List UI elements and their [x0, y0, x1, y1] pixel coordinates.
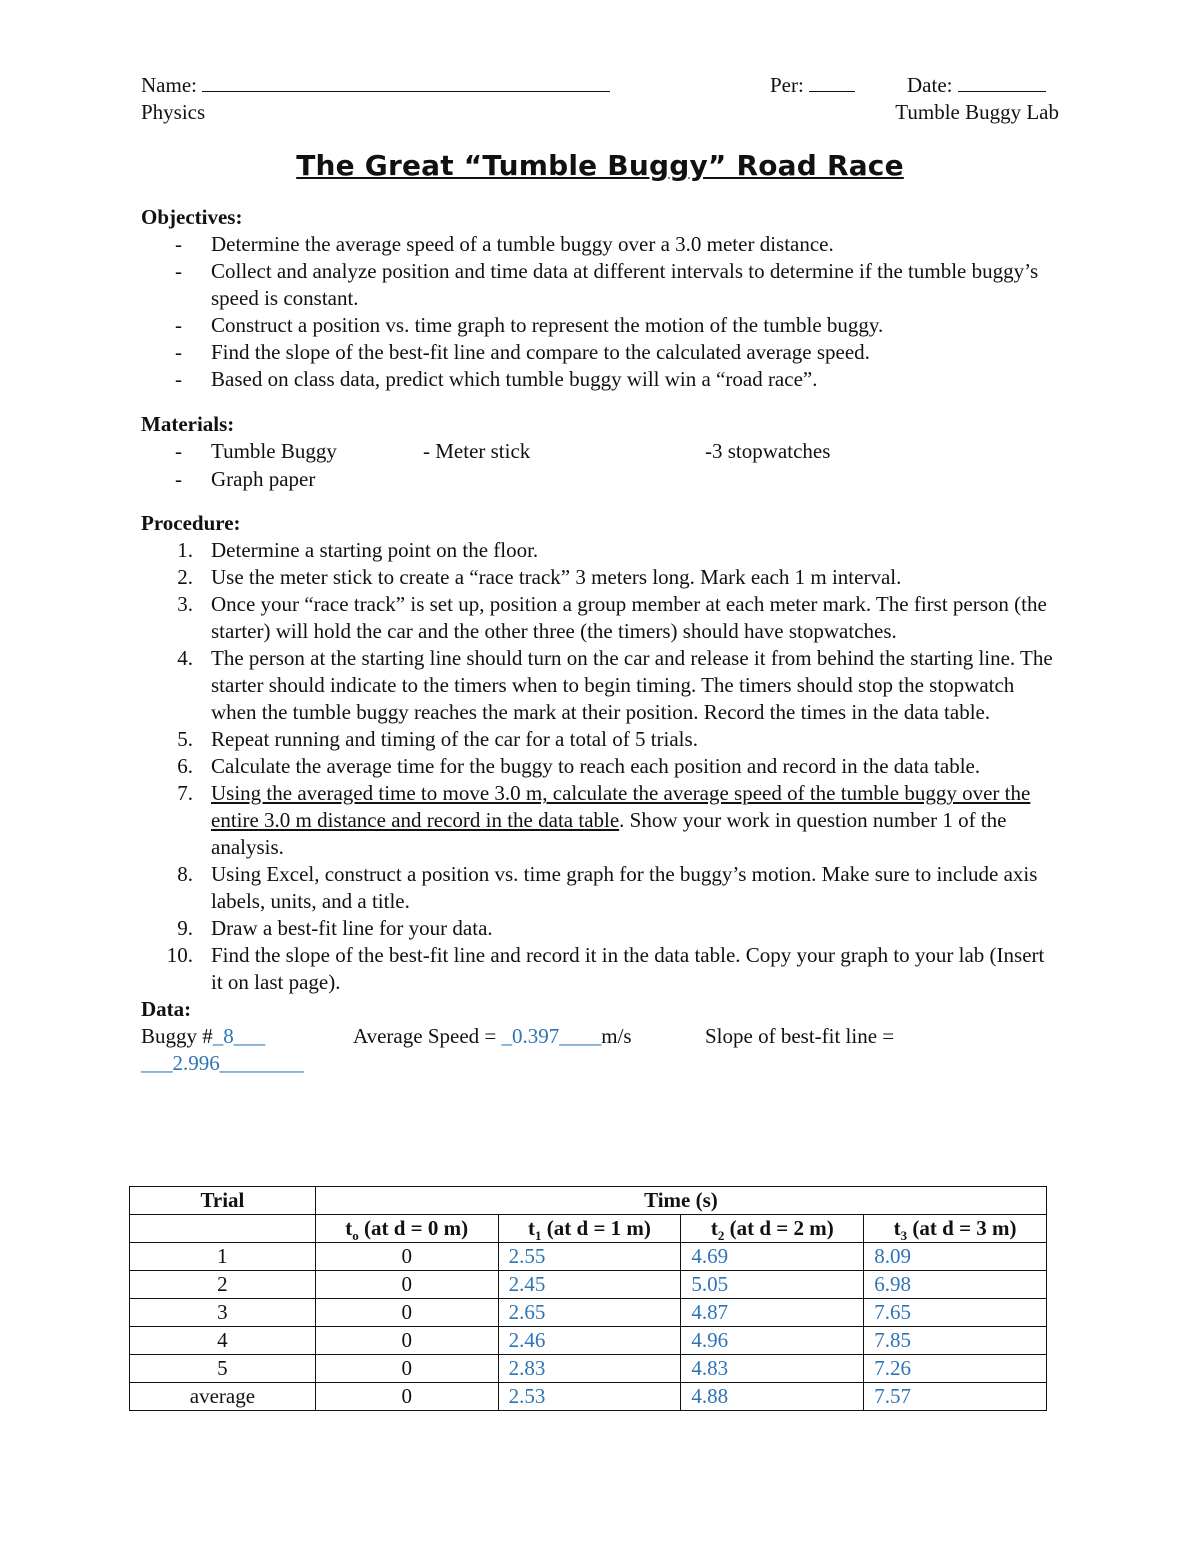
t3-cell[interactable]: 7.57: [864, 1383, 1047, 1411]
time-column-header: $t_1$ (at d = 1 m): [498, 1215, 681, 1243]
average-speed-value[interactable]: _0.397____: [501, 1024, 602, 1048]
speed-label: Average Speed =: [353, 1024, 502, 1048]
objective-item: - Based on class data, predict which tumble buggy will win a “road race”.: [175, 367, 818, 391]
trial-cell: 3: [130, 1299, 316, 1327]
procedure-step: 4. The person at the starting line should turn on the car and release it from behind the starting line. The starter should indicate to the timers when to begin timing. The timers should stop the stopwatch when the tumble buggy reaches the mark at their position. Record the times in the data table.: [177, 646, 1053, 724]
procedure-step: 5. Repeat running and timing of the car for a total of 5 trials.: [177, 727, 698, 751]
trial-cell: 5: [130, 1355, 316, 1383]
table-body: [130, 1243, 1047, 1411]
t0-cell: 0: [315, 1271, 498, 1299]
name-blank[interactable]: [202, 73, 610, 92]
trial-cell: 1: [130, 1243, 316, 1271]
table-row: [130, 1243, 1047, 1271]
speed-unit: m/s: [601, 1024, 632, 1048]
table-row: [130, 1271, 1047, 1299]
course-name: Physics: [141, 100, 206, 124]
t3-cell[interactable]: 7.65: [864, 1299, 1047, 1327]
buggy-number[interactable]: _8___: [212, 1024, 266, 1048]
procedure-step: 7. Using the averaged time to move 3.0 m, calculate the average speed of the tumble buggy over the entire 3.0 m distance and record in the data table. Show your work in question number 1 of the analysis.: [177, 781, 1031, 859]
t1-cell[interactable]: 2.46: [498, 1327, 681, 1355]
procedure-step: 3. Once your “race track” is set up, position a group member at each meter mark. The first person (the starter) will hold the car and the other three (the timers) should have stopwatches.: [177, 592, 1047, 643]
t0-cell: 0: [315, 1355, 498, 1383]
t1-cell[interactable]: 2.45: [498, 1271, 681, 1299]
trial-cell: average: [130, 1383, 316, 1411]
header-line-1: [141, 72, 1059, 99]
t2-cell[interactable]: 4.96: [681, 1327, 864, 1355]
procedure-step: 9. Draw a best-fit line for your data.: [177, 916, 493, 940]
t3-cell[interactable]: 6.98: [864, 1271, 1047, 1299]
slope-label: Slope of best-fit line =: [705, 1024, 895, 1048]
procedure-step: 6. Calculate the average time for the buggy to reach each position and record in the data table.: [177, 754, 981, 778]
table-row: [130, 1383, 1047, 1411]
objectives-list: [141, 231, 1059, 393]
materials-heading: Materials:: [141, 412, 235, 436]
objective-item: - Collect and analyze position and time data at different intervals to determine if the tumble buggy’s speed is constant.: [175, 259, 1039, 310]
lab-name: Tumble Buggy Lab: [895, 100, 1059, 124]
t3-cell[interactable]: 7.26: [864, 1355, 1047, 1383]
material-item: Graph paper: [211, 467, 316, 491]
data-line-1: [141, 1023, 1059, 1050]
material-item: - Meter stick: [423, 439, 531, 463]
t0-cell: 0: [315, 1383, 498, 1411]
t0-cell: 0: [315, 1299, 498, 1327]
t2-cell[interactable]: 4.88: [681, 1383, 864, 1411]
data-line-2: [141, 1050, 1059, 1077]
objective-item: - Construct a position vs. time graph to represent the motion of the tumble buggy.: [175, 313, 884, 337]
t3-cell[interactable]: 7.85: [864, 1327, 1047, 1355]
procedure-step: 1. Determine a starting point on the floor.: [177, 538, 539, 562]
procedure-step: 10. Find the slope of the best-fit line and record it in the data table. Copy your graph to your lab (Insert it on last page).: [166, 943, 1045, 994]
t2-cell[interactable]: 4.69: [681, 1243, 864, 1271]
t1-cell[interactable]: 2.55: [498, 1243, 681, 1271]
procedure-step: 8. Using Excel, construct a position vs. time graph for the buggy’s motion. Make sure to include axis labels, units, and a title.: [177, 862, 1038, 913]
per-blank[interactable]: [809, 73, 855, 92]
t2-cell[interactable]: 4.87: [681, 1299, 864, 1327]
data-heading: Data:: [141, 997, 192, 1021]
procedure-step: 2. Use the meter stick to create a “race track” 3 meters long. Mark each 1 m interval.: [177, 565, 902, 589]
trial-cell: 2: [130, 1271, 316, 1299]
procedure-list: [141, 537, 1059, 996]
name-label: Name:: [141, 73, 197, 97]
objective-item: - Find the slope of the best-fit line and compare to the calculated average speed.: [175, 340, 870, 364]
data-table: [129, 1186, 1047, 1411]
objective-item: - Determine the average speed of a tumble buggy over a 3.0 meter distance.: [175, 232, 834, 256]
time-column-header: $t_o$ (at d = 0 m): [315, 1215, 498, 1243]
column-header-row: [130, 1215, 1047, 1243]
t1-cell[interactable]: 2.83: [498, 1355, 681, 1383]
date-blank[interactable]: [958, 73, 1046, 92]
slope-value[interactable]: ___2.996________: [141, 1051, 304, 1075]
t1-cell[interactable]: 2.65: [498, 1299, 681, 1327]
trial-header: Trial: [130, 1187, 316, 1215]
t2-cell[interactable]: 5.05: [681, 1271, 864, 1299]
t3-cell[interactable]: 8.09: [864, 1243, 1047, 1271]
trial-cell: 4: [130, 1327, 316, 1355]
time-column-header: $t_3$ (at d = 3 m): [864, 1215, 1047, 1243]
materials-row-1: - Tumble Buggy - Meter stick -3 stopwatches: [175, 439, 831, 463]
date-label: Date:: [907, 73, 953, 97]
material-item: -3 stopwatches: [705, 439, 831, 463]
t2-cell[interactable]: 4.83: [681, 1355, 864, 1383]
per-label: Per:: [770, 73, 804, 97]
table-row: [130, 1355, 1047, 1383]
table-row: [130, 1299, 1047, 1327]
table-row: [130, 1327, 1047, 1355]
materials-row-2: - Graph paper: [175, 467, 316, 491]
t0-cell: 0: [315, 1327, 498, 1355]
t1-cell[interactable]: 2.53: [498, 1383, 681, 1411]
time-column-header: $t_2$ (at d = 2 m): [681, 1215, 864, 1243]
time-header: Time (s): [315, 1187, 1046, 1215]
objectives-heading: Objectives:: [141, 205, 243, 229]
header-line-2: [141, 99, 1059, 126]
material-item: Tumble Buggy: [211, 439, 337, 463]
worksheet-page: [141, 72, 1059, 1077]
buggy-label: Buggy #: [141, 1024, 213, 1048]
procedure-heading: Procedure:: [141, 511, 241, 535]
page-title: The Great “Tumble Buggy” Road Race: [296, 149, 904, 182]
t0-cell: 0: [315, 1243, 498, 1271]
